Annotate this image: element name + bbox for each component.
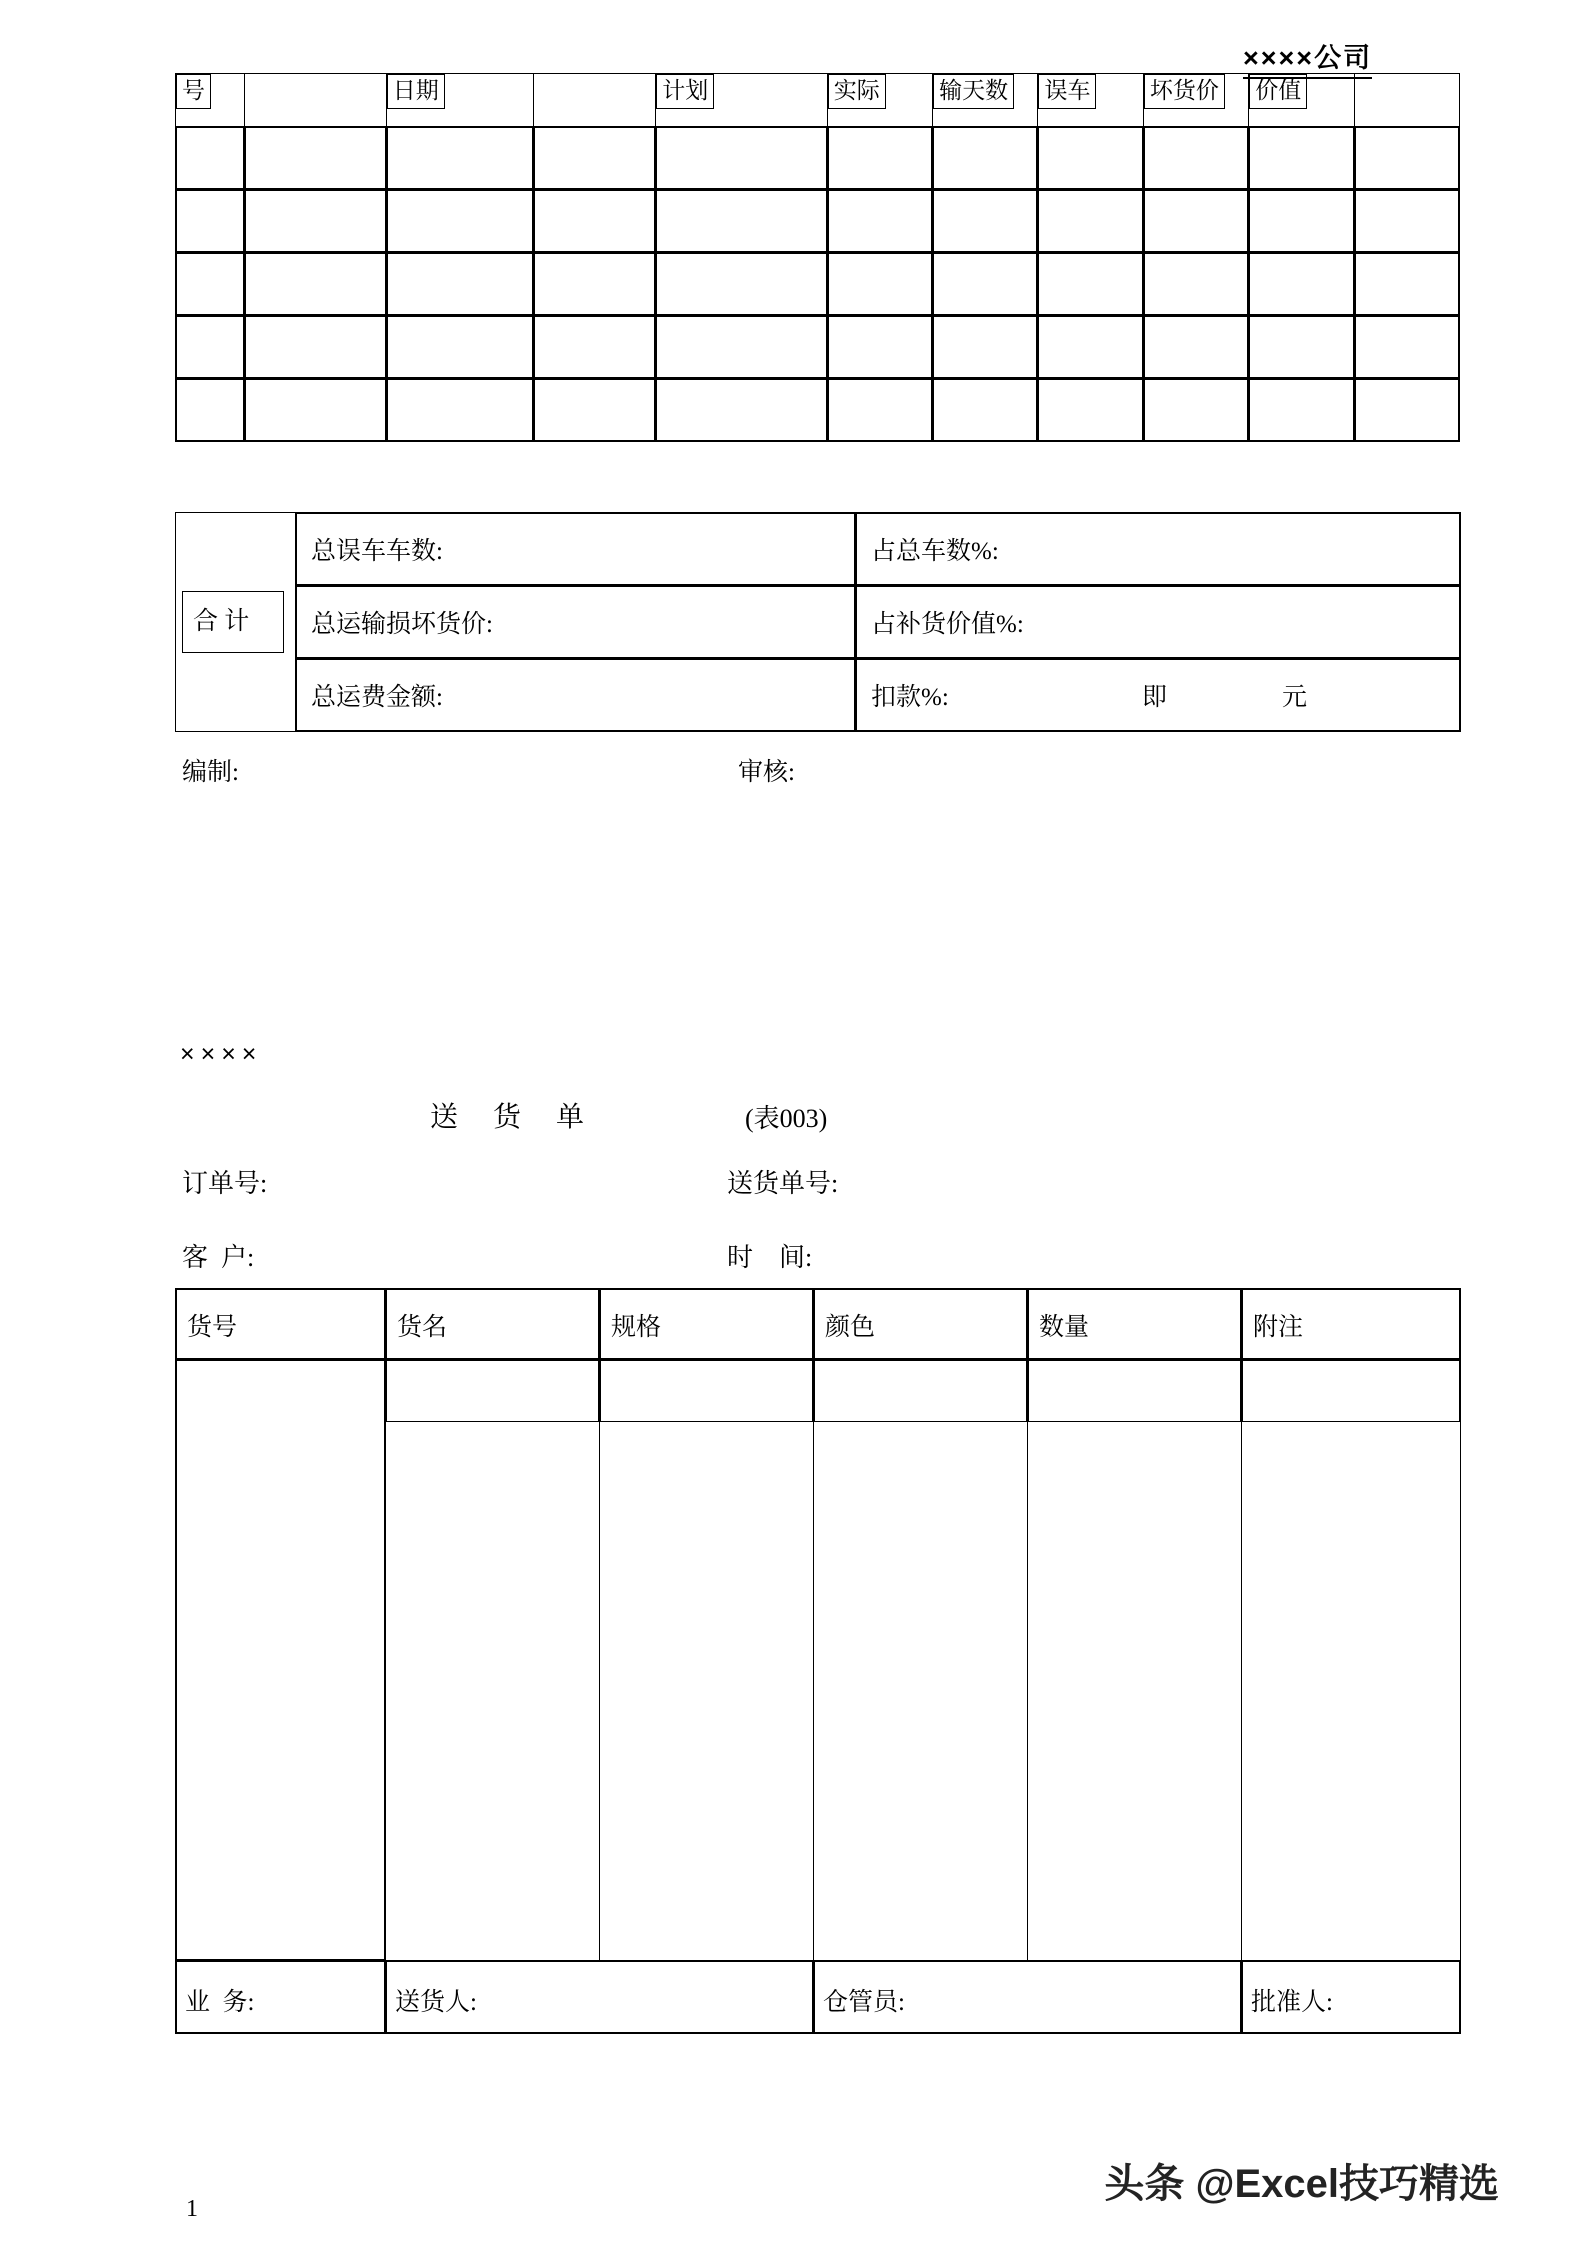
table-row — [176, 316, 1460, 379]
cell-box — [387, 379, 533, 441]
cell-box — [933, 253, 1037, 315]
company-name: ××××公司 — [1243, 36, 1372, 79]
cell-box — [534, 190, 656, 252]
summary-left-cell-1[interactable] — [296, 513, 856, 586]
cell-box — [828, 253, 932, 315]
header-cell-3 — [533, 74, 656, 127]
summary-total-wrap — [176, 513, 295, 731]
data-cell[interactable] — [244, 190, 386, 253]
summary-right-extra-2: 元 — [1282, 684, 1308, 711]
data-cell[interactable] — [656, 316, 828, 379]
org-mark: ×××× — [180, 1040, 263, 1068]
data-cell[interactable] — [1354, 127, 1459, 190]
delivery-footer-label-1: 送货人: — [386, 1961, 813, 2033]
cell-box — [1144, 190, 1248, 252]
cell-box — [534, 127, 656, 189]
summary-left-label-3: 总运费金额: — [296, 659, 855, 731]
data-cell[interactable] — [176, 190, 245, 253]
data-cell[interactable] — [933, 190, 1038, 253]
cell-box — [828, 316, 932, 378]
delivery-no-label: 送货单号: — [727, 1169, 839, 1198]
cell-box — [1249, 316, 1353, 378]
summary-total-label: 合 计 — [182, 591, 284, 653]
delivery-footer-label-0: 业 务: — [176, 1961, 385, 2033]
cell-box — [656, 127, 827, 189]
header-cell-8 — [1143, 74, 1248, 127]
cell-box — [387, 190, 533, 252]
summary-right-extra-1: 即 — [1142, 684, 1168, 711]
cell-box — [1038, 316, 1142, 378]
cell-box — [176, 127, 244, 189]
summary-right-cell-1[interactable] — [856, 513, 1461, 586]
data-cell[interactable] — [1354, 253, 1459, 316]
header-label-8: 坏货价 — [1144, 74, 1225, 109]
data-cell[interactable] — [176, 379, 245, 442]
summary-right-label-3: 扣款%: — [871, 684, 949, 711]
cell-box — [1355, 190, 1459, 252]
summary-left-cell-2[interactable] — [296, 586, 856, 659]
summary-right-label-3-wrap — [856, 659, 1460, 731]
data-cell[interactable] — [1354, 190, 1459, 253]
cell-box — [245, 253, 386, 315]
delivery-cell-3[interactable] — [814, 1360, 1028, 1961]
table-row — [176, 379, 1460, 442]
data-cell[interactable] — [1143, 316, 1248, 379]
data-cell[interactable] — [933, 379, 1038, 442]
cell-box — [387, 127, 533, 189]
data-cell[interactable] — [176, 316, 245, 379]
summary-left-label-1: 总误车车数: — [296, 513, 855, 585]
data-cell[interactable] — [386, 316, 533, 379]
data-cell[interactable] — [827, 190, 932, 253]
delivery-footer-cell-2[interactable] — [814, 1961, 1242, 2034]
cell-box — [534, 253, 656, 315]
cell-box — [387, 316, 533, 378]
delivery-body-row — [176, 1360, 1461, 1961]
data-cell[interactable] — [244, 379, 386, 442]
cell-box — [933, 379, 1037, 441]
data-cell[interactable] — [656, 190, 828, 253]
cell-box — [1355, 316, 1459, 378]
cell-box — [933, 316, 1037, 378]
header-cell-6 — [933, 74, 1038, 127]
delivery-cell-box-0 — [176, 1360, 385, 1960]
data-cell[interactable] — [176, 253, 245, 316]
data-cell[interactable] — [1038, 316, 1143, 379]
data-cell[interactable] — [1249, 127, 1354, 190]
cell-box — [387, 253, 533, 315]
data-cell[interactable] — [1038, 127, 1143, 190]
delivery-footer-cell-1[interactable] — [386, 1961, 814, 2034]
cell-box — [1355, 253, 1459, 315]
data-cell[interactable] — [533, 127, 656, 190]
cell-box — [534, 379, 656, 441]
data-cell[interactable] — [1249, 253, 1354, 316]
data-cell[interactable] — [827, 379, 932, 442]
delivery-header-cell-0 — [176, 1289, 386, 1360]
header-label-4: 计划 — [656, 74, 714, 109]
watermark: 头条 @Excel技巧精选 — [1104, 2162, 1499, 2206]
data-cell[interactable] — [1354, 316, 1459, 379]
data-cell[interactable] — [656, 127, 828, 190]
header-label-5: 实际 — [828, 74, 886, 109]
data-cell[interactable] — [533, 253, 656, 316]
data-cell[interactable] — [244, 253, 386, 316]
delivery-header-cell-4 — [1028, 1289, 1242, 1360]
delivery-cell-5[interactable] — [1242, 1360, 1461, 1961]
data-cell[interactable] — [1038, 253, 1143, 316]
delivery-cell-box-2 — [600, 1360, 813, 1422]
data-cell[interactable] — [827, 316, 932, 379]
data-cell[interactable] — [933, 127, 1038, 190]
header-label-9: 价值 — [1249, 74, 1307, 109]
header-label-0: 号 — [176, 74, 211, 109]
header-cell-7 — [1038, 74, 1143, 127]
delivery-header-label-5: 附注 — [1242, 1289, 1460, 1359]
cell-box — [245, 190, 386, 252]
delivery-cell-2[interactable] — [600, 1360, 814, 1961]
data-cell[interactable] — [533, 379, 656, 442]
data-cell[interactable] — [827, 253, 932, 316]
cell-box — [1249, 253, 1353, 315]
time-label: 时 间: — [727, 1243, 813, 1272]
cell-box — [828, 190, 932, 252]
table-row — [176, 253, 1460, 316]
cell-box — [245, 127, 386, 189]
summary-right-cell-3[interactable] — [856, 659, 1461, 732]
header-cell-2 — [386, 74, 533, 127]
delivery-items-table — [175, 1288, 1461, 2034]
transport-table — [175, 73, 1460, 442]
header-cell-0 — [176, 74, 245, 127]
data-cell[interactable] — [244, 127, 386, 190]
delivery-cell-4[interactable] — [1028, 1360, 1242, 1961]
cell-box — [534, 316, 656, 378]
cell-box — [176, 190, 244, 252]
data-cell[interactable] — [1143, 127, 1248, 190]
delivery-header-label-2: 规格 — [600, 1289, 813, 1359]
cell-box — [1038, 379, 1142, 441]
data-cell[interactable] — [533, 316, 656, 379]
header-cell-5 — [827, 74, 932, 127]
delivery-footer-cell-0[interactable] — [176, 1961, 386, 2034]
delivery-header-label-4: 数量 — [1028, 1289, 1241, 1359]
delivery-note-title: 送 货 单 — [430, 1102, 599, 1133]
cell-box — [1355, 127, 1459, 189]
delivery-footer-row — [176, 1961, 1461, 2034]
data-cell[interactable] — [1143, 379, 1248, 442]
page-number: 1 — [186, 2196, 198, 2222]
delivery-header-cell-5 — [1242, 1289, 1461, 1360]
header-cell-10 — [1354, 74, 1459, 127]
summary-right-label-1: 占总车数%: — [856, 513, 1460, 585]
delivery-cell-box-5 — [1242, 1360, 1460, 1422]
cell-box — [245, 379, 386, 441]
delivery-cell-box-3 — [814, 1360, 1027, 1422]
summary-right-label-2: 占补货价值%: — [856, 586, 1460, 658]
form-number: (表003) — [745, 1104, 828, 1133]
cell-box — [1144, 127, 1248, 189]
summary-left-cell-3[interactable] — [296, 659, 856, 732]
data-cell[interactable] — [386, 190, 533, 253]
summary-row-3 — [176, 659, 1461, 732]
data-cell[interactable] — [656, 379, 828, 442]
data-cell[interactable] — [1354, 379, 1459, 442]
cell-box — [1038, 127, 1142, 189]
data-cell[interactable] — [1143, 190, 1248, 253]
cell-box — [656, 190, 827, 252]
table-row — [176, 190, 1460, 253]
summary-row-2 — [176, 586, 1461, 659]
cell-box — [933, 190, 1037, 252]
cell-box — [828, 379, 932, 441]
data-cell[interactable] — [386, 253, 533, 316]
data-cell[interactable] — [1249, 190, 1354, 253]
cell-box — [1249, 127, 1353, 189]
header-cell-9 — [1249, 74, 1354, 127]
header-label-2: 日期 — [387, 74, 445, 109]
customer-label: 客 户: — [182, 1243, 255, 1272]
data-cell[interactable] — [1143, 253, 1248, 316]
cell-box — [1038, 253, 1142, 315]
transport-table-header-row — [176, 74, 1460, 127]
delivery-footer-label-3: 批准人: — [1242, 1961, 1460, 2033]
delivery-header-label-1: 货名 — [386, 1289, 599, 1359]
data-cell[interactable] — [533, 190, 656, 253]
data-cell[interactable] — [827, 127, 932, 190]
summary-right-cell-2[interactable] — [856, 586, 1461, 659]
cell-box — [245, 316, 386, 378]
cell-box — [1355, 379, 1459, 441]
delivery-cell-box-1 — [386, 1360, 599, 1422]
delivery-header-cell-2 — [600, 1289, 814, 1360]
cell-box — [656, 253, 827, 315]
summary-total-label-cell — [176, 513, 296, 732]
data-cell[interactable] — [1038, 379, 1143, 442]
cell-box — [1038, 190, 1142, 252]
data-cell[interactable] — [1038, 190, 1143, 253]
prepared-by-label: 编制: — [182, 759, 239, 786]
data-cell[interactable] — [933, 253, 1038, 316]
delivery-header-row — [176, 1289, 1461, 1360]
data-cell[interactable] — [386, 127, 533, 190]
cell-box — [1249, 379, 1353, 441]
data-cell[interactable] — [386, 379, 533, 442]
delivery-header-label-0: 货号 — [176, 1289, 385, 1359]
data-cell[interactable] — [176, 127, 245, 190]
cell-box — [828, 127, 932, 189]
data-cell[interactable] — [656, 253, 828, 316]
cell-box — [656, 316, 827, 378]
cell-box — [656, 379, 827, 441]
order-no-label: 订单号: — [182, 1169, 268, 1198]
summary-row-1 — [176, 513, 1461, 586]
delivery-header-cell-1 — [386, 1289, 600, 1360]
transport-summary-table — [175, 512, 1461, 732]
cell-box — [933, 127, 1037, 189]
delivery-footer-cell-3[interactable] — [1242, 1961, 1461, 2034]
cell-box — [176, 379, 244, 441]
summary-left-label-2: 总运输损坏货价: — [296, 586, 855, 658]
header-label-7: 误车 — [1038, 74, 1096, 109]
data-cell[interactable] — [244, 316, 386, 379]
delivery-cell-0[interactable] — [176, 1360, 386, 1961]
cell-box — [1144, 253, 1248, 315]
data-cell[interactable] — [1249, 379, 1354, 442]
delivery-footer-label-2: 仓管员: — [814, 1961, 1241, 2033]
delivery-header-cell-3 — [814, 1289, 1028, 1360]
cell-box — [1144, 316, 1248, 378]
delivery-cell-1[interactable] — [386, 1360, 600, 1961]
cell-box — [1144, 379, 1248, 441]
cell-box — [1249, 190, 1353, 252]
data-cell[interactable] — [1249, 316, 1354, 379]
reviewed-by-label: 审核: — [738, 759, 795, 786]
table-row — [176, 127, 1460, 190]
header-cell-4 — [656, 74, 828, 127]
cell-box — [176, 253, 244, 315]
header-cell-1 — [244, 74, 386, 127]
delivery-header-label-3: 颜色 — [814, 1289, 1027, 1359]
data-cell[interactable] — [933, 316, 1038, 379]
header-label-6: 输天数 — [933, 74, 1014, 109]
cell-box — [176, 316, 244, 378]
delivery-cell-box-4 — [1028, 1360, 1241, 1422]
